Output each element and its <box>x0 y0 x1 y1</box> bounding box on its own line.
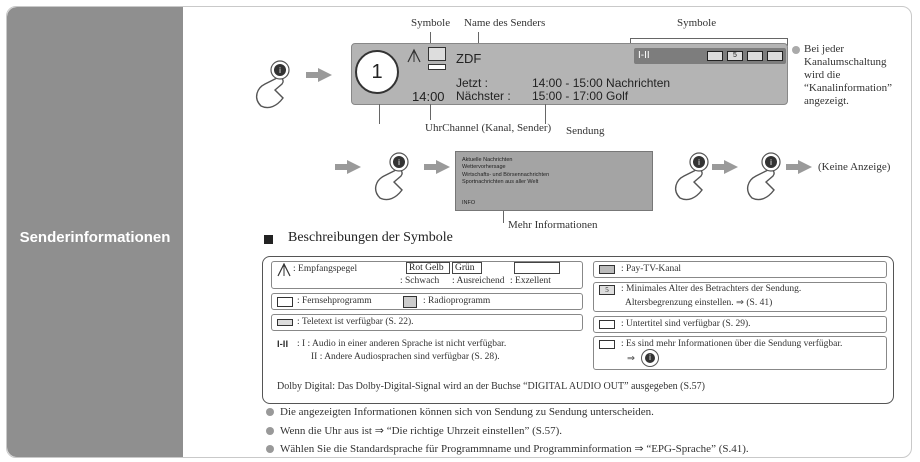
teletext-icon <box>277 319 293 326</box>
section-bullet <box>264 235 273 244</box>
audio-desc-1: : I : Audio in einer anderen Sprache ist nicht verfügbar. <box>297 339 507 349</box>
level-red-yellow: Rot Gelb <box>406 262 450 274</box>
signal-antenna-icon <box>406 48 422 64</box>
note-3: Wählen Sie die Standardsprache für Programmname und Programminformation ⇒ “EPG-Sprache” (S.41). <box>266 442 749 455</box>
level-caption-weak: : Schwach <box>400 276 440 286</box>
pay-tv-desc: : Pay-TV-Kanal <box>621 264 682 274</box>
more-info-icon <box>767 51 783 61</box>
station-name: ZDF <box>456 51 482 66</box>
info-screen: Aktuelle Nachrichten Wettervorhersage Wirtschafts- und Börsennachrichten Sportnachrichten aus aller Welt INFO <box>455 151 653 211</box>
more-info-desc: : Es sind mehr Informationen über die Sendung verfügbar. <box>621 339 843 349</box>
subtitle-desc: : Untertitel sind verfügbar (S. 29). <box>621 319 751 329</box>
hand-remote-icon <box>666 150 716 205</box>
now-program: 14:00 - 15:00 Nachrichten <box>532 76 671 90</box>
next-program: 15:00 - 17:00 Golf <box>532 89 629 103</box>
tv-icon <box>277 297 293 307</box>
pay-tv-icon <box>707 51 723 61</box>
svg-text:i: i <box>279 66 281 75</box>
age-rating-icon: 5 <box>599 285 615 295</box>
more-info-icon <box>599 340 615 349</box>
age-rating-icon: 5 <box>727 51 743 61</box>
clock: 14:00 <box>412 89 445 104</box>
audio-icon: I-II <box>638 50 650 61</box>
hand-remote-icon <box>738 150 788 205</box>
level-caption-sufficient: : Ausreichend <box>452 276 505 286</box>
subtitle-icon <box>599 320 615 329</box>
svg-text:i: i <box>398 158 400 167</box>
arrow-right-icon <box>798 160 812 174</box>
side-note: Bei jeder Kanalumschaltung wird die “Kanalinformation” angezeigt. <box>804 43 892 107</box>
signal-label: : Empfangspegel <box>293 264 358 274</box>
label-sendung: Sendung <box>566 125 605 137</box>
radio-icon <box>403 296 417 308</box>
info-button-icon: i <box>641 349 659 367</box>
hand-remote-icon <box>247 58 297 113</box>
tv-desc: : Fernsehprogramm <box>297 296 372 306</box>
age-desc-2: Altersbegrenzung einstellen. ⇒ (S. 41) <box>625 298 773 308</box>
symbol-descriptions <box>262 256 894 404</box>
tv-icon <box>428 47 446 61</box>
more-info-arrow: ⇒ <box>627 354 635 364</box>
next-label: Nächster : <box>456 89 511 103</box>
audio-desc-2: II : Andere Audiosprachen sind verfügbar (S. 28). <box>311 352 500 362</box>
sidebar-title: Senderinformationen <box>19 229 171 246</box>
level-caption-excellent: : Exzellent <box>510 276 551 286</box>
note-1: Die angezeigten Informationen können sich von Sendung zu Sendung unterscheiden. <box>266 406 654 418</box>
label-uhr-channel: UhrChannel (Kanal, Sender) <box>425 122 552 134</box>
audio-icon: I-II <box>277 339 289 350</box>
label-mehr-info: Mehr Informationen <box>508 219 598 231</box>
label-keine-anzeige: (Keine Anzeige) <box>818 161 891 173</box>
arrow-right-icon <box>347 160 361 174</box>
note-2: Wenn die Uhr aus ist ⇒ “Die richtige Uhrzeit einstellen” (S.57). <box>266 424 562 437</box>
callout-line <box>430 104 431 120</box>
age-desc-1: : Minimales Alter des Betrachters der Sendung. <box>621 284 802 294</box>
note-bullet <box>792 46 800 54</box>
arrow-right-icon <box>318 68 332 82</box>
level-excellent <box>514 262 560 274</box>
teletext-desc: : Teletext ist verfügbar (S. 22). <box>297 317 414 327</box>
arrow-right-icon <box>436 160 450 174</box>
sidebar <box>7 7 183 457</box>
label-symbole-left: Symbole <box>411 17 451 29</box>
dolby-desc: Dolby Digital: Das Dolby-Digital-Signal wird an der Buchse “DIGITAL AUDIO OUT” ausgegeben (S.57) <box>277 381 705 392</box>
label-symbole-right: Symbole <box>677 17 717 29</box>
callout-line <box>545 104 546 124</box>
channel-number: 1 <box>355 50 399 94</box>
section-title: Beschreibungen der Symbole <box>288 230 453 245</box>
symbol-bar <box>634 48 786 64</box>
level-green: Grün <box>452 262 482 274</box>
callout-line <box>503 211 504 223</box>
signal-antenna-icon <box>277 263 291 277</box>
label-sender-name: Name des Senders <box>464 17 546 29</box>
radio-desc: : Radioprogramm <box>423 296 491 306</box>
callout-line <box>630 38 788 39</box>
arrow-right-icon <box>724 160 738 174</box>
pay-tv-icon <box>599 265 615 274</box>
hand-remote-icon <box>366 150 416 205</box>
now-label: Jetzt : <box>456 76 489 90</box>
svg-text:i: i <box>770 158 772 167</box>
callout-line <box>379 104 380 124</box>
teletext-icon <box>428 64 446 70</box>
subtitle-icon <box>747 51 763 61</box>
svg-text:i: i <box>698 158 700 167</box>
